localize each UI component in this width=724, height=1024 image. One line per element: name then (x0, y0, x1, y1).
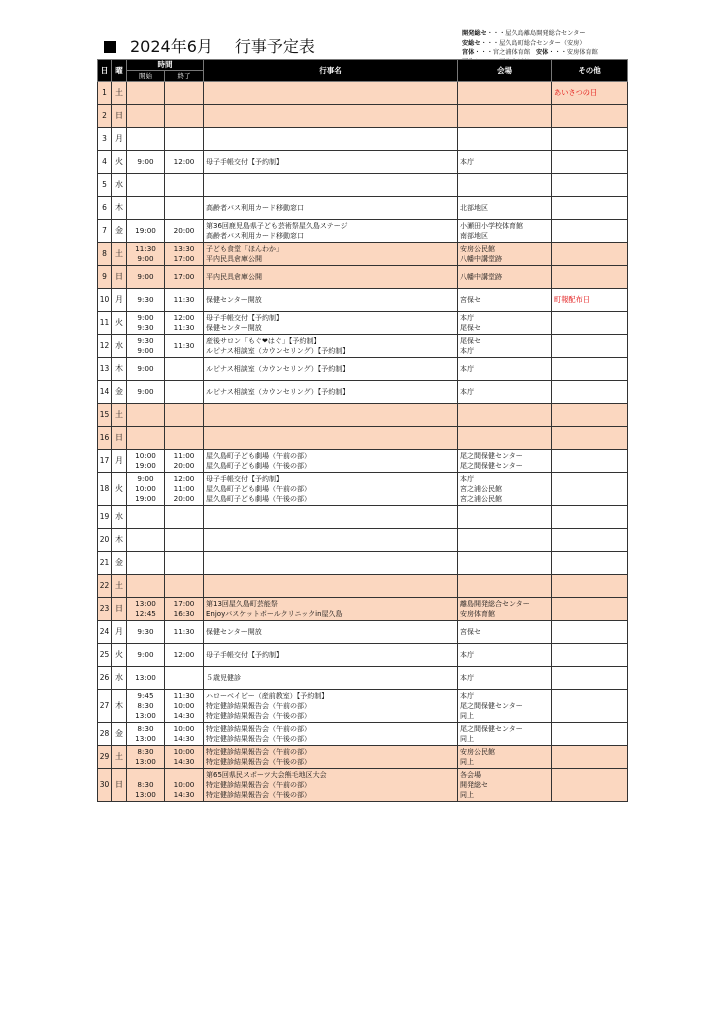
row-end-time: 17:00 (165, 266, 204, 289)
row-venue: 安房公民館 八幡中講堂跡 (458, 243, 552, 266)
row-end-time (165, 427, 204, 450)
row-venue (458, 174, 552, 197)
table-row (98, 82, 628, 105)
table-row (98, 552, 628, 575)
row-start-time (127, 197, 165, 220)
row-weekday: 木 (112, 529, 127, 552)
header-end: 終了 (165, 71, 204, 82)
legend-line: 宮体・・・宮之浦体育館 安体・・・安房体育館 (462, 49, 598, 57)
header-event: 行事名 (204, 60, 458, 82)
row-venue (458, 506, 552, 529)
row-event: 特定健診結果報告会（午前の部） 特定健診結果報告会（午後の部） (204, 746, 458, 769)
row-venue: 安房公民館 同上 (458, 746, 552, 769)
schedule-body (98, 82, 628, 802)
row-event: ５歳児健診 (204, 667, 458, 690)
row-event: 保健センター開放 (204, 621, 458, 644)
row-other (552, 644, 628, 667)
row-event (204, 575, 458, 598)
table-row (98, 381, 628, 404)
header-venue: 会場 (458, 60, 552, 82)
row-event: 母子手帳交付【予約制】 (204, 151, 458, 174)
row-event: ルピナス相談室（カウンセリング）【予約制】 (204, 358, 458, 381)
row-weekday: 土 (112, 82, 127, 105)
row-start-time (127, 552, 165, 575)
row-other (552, 404, 628, 427)
row-event (204, 174, 458, 197)
row-event: 母子手帳交付【予約制】 (204, 644, 458, 667)
row-start-time: 8:30 13:00 (127, 746, 165, 769)
row-other (552, 266, 628, 289)
row-weekday: 日 (112, 105, 127, 128)
row-other (552, 723, 628, 746)
row-weekday: 日 (112, 598, 127, 621)
row-start-time: 13:00 12:45 (127, 598, 165, 621)
row-day: 19 (98, 506, 112, 529)
row-end-time (165, 105, 204, 128)
row-day: 22 (98, 575, 112, 598)
row-other (552, 621, 628, 644)
row-other (552, 769, 628, 802)
row-day: 1 (98, 82, 112, 105)
row-weekday: 日 (112, 769, 127, 802)
row-start-time: 9:00 (127, 381, 165, 404)
row-end-time: 13:30 17:00 (165, 243, 204, 266)
table-row (98, 358, 628, 381)
row-other (552, 105, 628, 128)
row-end-time (165, 552, 204, 575)
table-row (98, 404, 628, 427)
row-venue: 本庁 (458, 667, 552, 690)
table-row (98, 174, 628, 197)
row-day: 12 (98, 335, 112, 358)
row-weekday: 月 (112, 621, 127, 644)
row-venue: 小瀬田小学校体育館 南部地区 (458, 220, 552, 243)
row-day: 11 (98, 312, 112, 335)
row-end-time: 11:30 (165, 289, 204, 312)
row-start-time (127, 128, 165, 151)
row-start-time (127, 82, 165, 105)
row-other (552, 174, 628, 197)
row-day: 21 (98, 552, 112, 575)
row-weekday: 月 (112, 289, 127, 312)
row-day: 24 (98, 621, 112, 644)
row-start-time (127, 427, 165, 450)
row-event (204, 128, 458, 151)
row-start-time: 9:00 10:00 19:00 (127, 473, 165, 506)
row-event: 子ども食堂「ほんわか」 平内民具倉庫公開 (204, 243, 458, 266)
row-venue (458, 529, 552, 552)
row-end-time (165, 667, 204, 690)
row-end-time: 11:30 10:00 14:30 (165, 690, 204, 723)
table-row (98, 746, 628, 769)
row-start-time: 10:00 19:00 (127, 450, 165, 473)
row-end-time (165, 82, 204, 105)
row-weekday: 水 (112, 335, 127, 358)
table-row (98, 723, 628, 746)
row-weekday: 月 (112, 450, 127, 473)
row-weekday: 水 (112, 506, 127, 529)
row-start-time (127, 575, 165, 598)
row-other (552, 506, 628, 529)
row-start-time: 9:30 9:00 (127, 335, 165, 358)
row-event (204, 529, 458, 552)
table-row (98, 690, 628, 723)
row-day: 14 (98, 381, 112, 404)
row-event (204, 404, 458, 427)
row-other (552, 575, 628, 598)
row-end-time: 20:00 (165, 220, 204, 243)
row-end-time (165, 174, 204, 197)
row-venue: 尾保セ 本庁 (458, 335, 552, 358)
row-start-time: 8:30 13:00 (127, 769, 165, 802)
row-end-time: 10:00 14:30 (165, 746, 204, 769)
row-venue (458, 128, 552, 151)
black-square-icon (104, 41, 116, 53)
row-start-time: 11:30 9:00 (127, 243, 165, 266)
table-row (98, 266, 628, 289)
table-row (98, 197, 628, 220)
row-day: 13 (98, 358, 112, 381)
row-venue: 本庁 尾保セ (458, 312, 552, 335)
row-start-time: 9:30 (127, 289, 165, 312)
row-venue: 本庁 (458, 644, 552, 667)
row-venue (458, 105, 552, 128)
row-venue: 宮保セ (458, 289, 552, 312)
row-day: 9 (98, 266, 112, 289)
table-row (98, 506, 628, 529)
row-venue: 本庁 (458, 381, 552, 404)
row-venue: 本庁 尾之間保健センター 同上 (458, 690, 552, 723)
row-venue: 尾之間保健センター 同上 (458, 723, 552, 746)
table-row (98, 450, 628, 473)
row-other (552, 243, 628, 266)
table-row (98, 473, 628, 506)
row-other (552, 746, 628, 769)
row-event: 第36回鹿児島県子ども芸術祭屋久島ステージ 高齢者バス利用カード移動窓口 (204, 220, 458, 243)
row-weekday: 火 (112, 151, 127, 174)
table-row (98, 105, 628, 128)
row-start-time: 19:00 (127, 220, 165, 243)
row-event (204, 82, 458, 105)
row-end-time (165, 128, 204, 151)
row-day: 26 (98, 667, 112, 690)
table-row (98, 769, 628, 802)
row-weekday: 日 (112, 266, 127, 289)
row-event (204, 427, 458, 450)
row-weekday: 土 (112, 575, 127, 598)
header-time: 時間 (127, 60, 204, 71)
row-end-time (165, 197, 204, 220)
row-venue (458, 575, 552, 598)
row-weekday: 火 (112, 644, 127, 667)
row-day: 25 (98, 644, 112, 667)
title-year-month: 2024年6月 (130, 37, 213, 56)
row-event (204, 506, 458, 529)
schedule-table (97, 59, 628, 802)
row-venue: 本庁 (458, 151, 552, 174)
table-row (98, 243, 628, 266)
row-other (552, 598, 628, 621)
row-weekday: 土 (112, 404, 127, 427)
row-venue (458, 427, 552, 450)
row-venue: 離島開発総合センター 安房体育館 (458, 598, 552, 621)
row-venue (458, 82, 552, 105)
row-venue: 八幡中講堂跡 (458, 266, 552, 289)
table-row (98, 598, 628, 621)
row-weekday: 木 (112, 690, 127, 723)
row-other (552, 381, 628, 404)
row-weekday: 土 (112, 243, 127, 266)
row-day: 27 (98, 690, 112, 723)
row-other (552, 667, 628, 690)
row-start-time: 9:00 (127, 644, 165, 667)
row-event (204, 105, 458, 128)
row-other (552, 197, 628, 220)
row-day: 30 (98, 769, 112, 802)
row-event: 屋久島町子ども劇場（午前の部） 屋久島町子ども劇場（午後の部） (204, 450, 458, 473)
row-other: 町報配布日 (552, 289, 628, 312)
row-start-time: 9:00 (127, 151, 165, 174)
row-event: 第13回屋久島町芸能祭 Enjoyバスケットボールクリニックin屋久島 (204, 598, 458, 621)
row-day: 15 (98, 404, 112, 427)
row-venue: 宮保セ (458, 621, 552, 644)
row-start-time: 9:45 8:30 13:00 (127, 690, 165, 723)
row-end-time: 12:00 (165, 151, 204, 174)
header-weekday: 曜 (112, 60, 127, 82)
table-row (98, 128, 628, 151)
row-end-time: 12:00 (165, 644, 204, 667)
row-event: 母子手帳交付【予約制】 屋久島町子ども劇場（午前の部） 屋久島町子ども劇場（午後の部） (204, 473, 458, 506)
row-day: 20 (98, 529, 112, 552)
row-weekday: 火 (112, 312, 127, 335)
row-end-time: 12:00 11:00 20:00 (165, 473, 204, 506)
row-other (552, 220, 628, 243)
row-event: 第65回県民スポーツ大会熊毛地区大会 特定健診結果報告会（午前の部） 特定健診結果報告会（午後の部） (204, 769, 458, 802)
row-venue: 北部地区 (458, 197, 552, 220)
row-weekday: 月 (112, 128, 127, 151)
row-other (552, 358, 628, 381)
row-event: ハローベイビー（産前教室）【予約制】 特定健診結果報告会（午前の部） 特定健診結果報告会（午後の部） (204, 690, 458, 723)
row-start-time: 9:00 (127, 358, 165, 381)
row-end-time (165, 506, 204, 529)
table-row (98, 667, 628, 690)
row-event: 母子手帳交付【予約制】 保健センター開放 (204, 312, 458, 335)
row-other (552, 450, 628, 473)
row-day: 6 (98, 197, 112, 220)
row-day: 23 (98, 598, 112, 621)
row-weekday: 木 (112, 197, 127, 220)
row-other (552, 128, 628, 151)
row-day: 4 (98, 151, 112, 174)
table-row (98, 335, 628, 358)
row-end-time (165, 358, 204, 381)
row-start-time (127, 404, 165, 427)
row-event: 保健センター開放 (204, 289, 458, 312)
row-weekday: 土 (112, 746, 127, 769)
row-weekday: 金 (112, 381, 127, 404)
row-event: 産後サロン「もぐ❤はぐ」【予約制】 ルピナス相談室（カウンセリング）【予約制】 (204, 335, 458, 358)
row-end-time: 10:00 14:30 (165, 723, 204, 746)
row-start-time (127, 506, 165, 529)
row-start-time (127, 529, 165, 552)
header-start: 開始 (127, 71, 165, 82)
row-venue: 本庁 (458, 358, 552, 381)
row-start-time: 8:30 13:00 (127, 723, 165, 746)
row-end-time: 17:00 16:30 (165, 598, 204, 621)
row-start-time: 13:00 (127, 667, 165, 690)
row-end-time (165, 381, 204, 404)
row-other (552, 335, 628, 358)
row-weekday: 金 (112, 552, 127, 575)
row-day: 5 (98, 174, 112, 197)
table-row (98, 312, 628, 335)
row-end-time (165, 404, 204, 427)
row-day: 18 (98, 473, 112, 506)
row-other (552, 151, 628, 174)
header-other: その他 (552, 60, 628, 82)
row-end-time (165, 575, 204, 598)
row-event: 平内民具倉庫公開 (204, 266, 458, 289)
row-venue (458, 404, 552, 427)
row-other (552, 690, 628, 723)
row-event (204, 552, 458, 575)
header-day: 日 (98, 60, 112, 82)
row-weekday: 水 (112, 174, 127, 197)
row-end-time (165, 529, 204, 552)
row-day: 28 (98, 723, 112, 746)
row-weekday: 木 (112, 358, 127, 381)
row-venue: 各会場 開発総セ 同上 (458, 769, 552, 802)
row-venue: 本庁 宮之浦公民館 宮之浦公民館 (458, 473, 552, 506)
row-start-time: 9:00 9:30 (127, 312, 165, 335)
row-end-time: 11:30 (165, 335, 204, 358)
row-venue: 尾之間保健センター 尾之間保健センター (458, 450, 552, 473)
legend-line: 開発総セ・・・屋久島離島開発総合センター (462, 30, 586, 37)
row-day: 17 (98, 450, 112, 473)
legend-line: 安総セ・・・屋久島町総合センター（安房） (462, 39, 586, 47)
row-weekday: 火 (112, 473, 127, 506)
row-event: 特定健診結果報告会（午前の部） 特定健診結果報告会（午後の部） (204, 723, 458, 746)
row-end-time: 11:30 (165, 621, 204, 644)
table-row (98, 644, 628, 667)
table-row (98, 289, 628, 312)
row-start-time: 9:00 (127, 266, 165, 289)
row-venue (458, 552, 552, 575)
table-row (98, 220, 628, 243)
row-start-time (127, 105, 165, 128)
row-other: あいさつの日 (552, 82, 628, 105)
row-end-time: 11:00 20:00 (165, 450, 204, 473)
row-other (552, 427, 628, 450)
row-day: 16 (98, 427, 112, 450)
row-other (552, 529, 628, 552)
table-row (98, 575, 628, 598)
row-weekday: 金 (112, 723, 127, 746)
row-start-time (127, 174, 165, 197)
page-title (104, 34, 315, 57)
row-day: 2 (98, 105, 112, 128)
row-other (552, 473, 628, 506)
table-row (98, 529, 628, 552)
row-day: 8 (98, 243, 112, 266)
row-event: ルピナス相談室（カウンセリング）【予約制】 (204, 381, 458, 404)
row-event: 高齢者バス利用カード移動窓口 (204, 197, 458, 220)
table-row (98, 427, 628, 450)
title-main: 行事予定表 (234, 37, 315, 56)
row-day: 10 (98, 289, 112, 312)
row-weekday: 水 (112, 667, 127, 690)
row-day: 7 (98, 220, 112, 243)
table-row (98, 621, 628, 644)
row-weekday: 日 (112, 427, 127, 450)
row-day: 3 (98, 128, 112, 151)
row-weekday: 金 (112, 220, 127, 243)
table-row (98, 151, 628, 174)
row-end-time: 12:00 11:30 (165, 312, 204, 335)
row-other (552, 552, 628, 575)
row-day: 29 (98, 746, 112, 769)
row-other (552, 312, 628, 335)
row-end-time: 10:00 14:30 (165, 769, 204, 802)
row-start-time: 9:30 (127, 621, 165, 644)
